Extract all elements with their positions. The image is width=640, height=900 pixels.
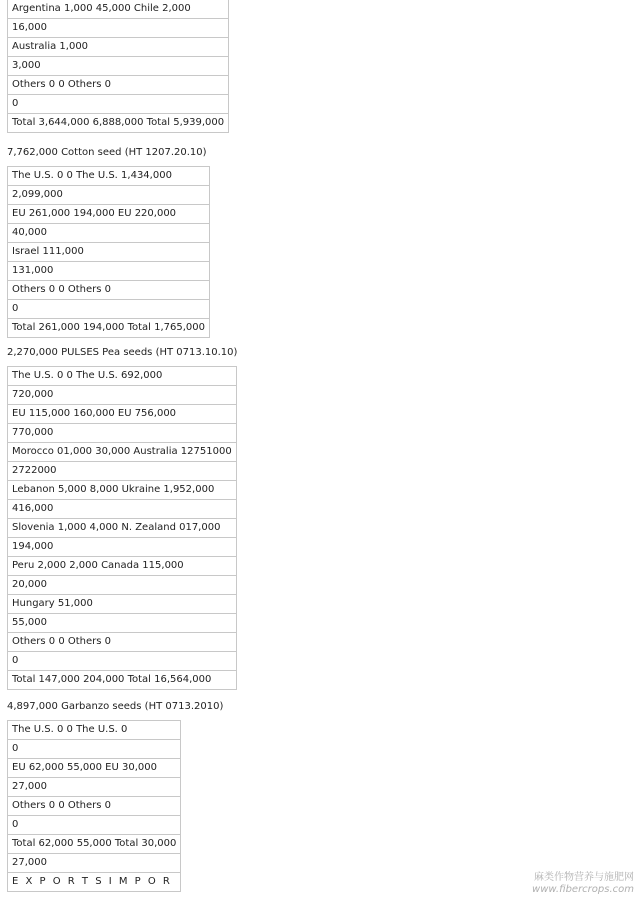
table-cell: Australia 1,000 [8, 38, 229, 57]
table-cell: Total 62,000 55,000 Total 30,000 [8, 835, 181, 854]
table-garbanzo-seeds [7, 720, 181, 892]
table-cell: The U.S. 0 0 The U.S. 1,434,000 [8, 167, 210, 186]
table-row [8, 721, 181, 740]
table-cell: 27,000 [8, 854, 181, 873]
data-table [7, 720, 181, 892]
table-cell: Argentina 1,000 45,000 Chile 2,000 [8, 0, 229, 19]
data-table [7, 166, 210, 338]
table-row [8, 281, 210, 300]
table-row [8, 38, 229, 57]
table-row [8, 500, 237, 519]
watermark-chinese-text: 麻类作物营养与施肥网 [534, 872, 634, 883]
table-row [8, 114, 229, 133]
table-row [8, 262, 210, 281]
table-cell: 131,000 [8, 262, 210, 281]
table-cell: 3,000 [8, 57, 229, 76]
table-cell: 16,000 [8, 19, 229, 38]
table-row [8, 652, 237, 671]
table-row [8, 367, 237, 386]
table-cell: Others 0 0 Others 0 [8, 281, 210, 300]
table-cell: The U.S. 0 0 The U.S. 692,000 [8, 367, 237, 386]
table-row [8, 835, 181, 854]
table-cell: 0 [8, 740, 181, 759]
table-row [8, 19, 229, 38]
table-row [8, 633, 237, 652]
table-row [8, 740, 181, 759]
table-cell: Lebanon 5,000 8,000 Ukraine 1,952,000 [8, 481, 237, 500]
table-row [8, 205, 210, 224]
table-row [8, 167, 210, 186]
table-cell: 416,000 [8, 500, 237, 519]
table-row [8, 797, 181, 816]
table-cell: 2,099,000 [8, 186, 210, 205]
table-cell: Others 0 0 Others 0 [8, 633, 237, 652]
table-row [8, 76, 229, 95]
site-watermark [532, 872, 634, 896]
table-cell: 0 [8, 816, 181, 835]
table-cell: 20,000 [8, 576, 237, 595]
table-row [8, 481, 237, 500]
table-cell: 770,000 [8, 424, 237, 443]
table-cell: 0 [8, 652, 237, 671]
table-cell: 27,000 [8, 778, 181, 797]
table-cell: Slovenia 1,000 4,000 N. Zealand 017,000 [8, 519, 237, 538]
table-cell: Israel 111,000 [8, 243, 210, 262]
table-cell: 720,000 [8, 386, 237, 405]
data-table [7, 0, 229, 133]
table-cell: EU 62,000 55,000 EU 30,000 [8, 759, 181, 778]
table-row [8, 57, 229, 76]
table-cell: Others 0 0 Others 0 [8, 76, 229, 95]
table-cell: 0 [8, 300, 210, 319]
table-cell: 194,000 [8, 538, 237, 557]
table-cell: 0 [8, 95, 229, 114]
table-row [8, 873, 181, 892]
table-row [8, 595, 237, 614]
table-cell: 55,000 [8, 614, 237, 633]
table-row [8, 778, 181, 797]
table-cell: EU 261,000 194,000 EU 220,000 [8, 205, 210, 224]
table-row [8, 816, 181, 835]
table-cell: EU 115,000 160,000 EU 756,000 [8, 405, 237, 424]
table-row [8, 671, 237, 690]
table-cell: The U.S. 0 0 The U.S. 0 [8, 721, 181, 740]
table-row [8, 759, 181, 778]
table-row [8, 95, 229, 114]
table-cell: 2722000 [8, 462, 237, 481]
table-row [8, 557, 237, 576]
table-row [8, 405, 237, 424]
table-row [8, 854, 181, 873]
table-row [8, 424, 237, 443]
table-row [8, 300, 210, 319]
table-row [8, 224, 210, 243]
section-heading-garbanzo-seeds: 4,897,000 Garbanzo seeds (HT 0713.2010) [7, 701, 224, 712]
watermark-url: www.fibercrops.com [532, 884, 634, 895]
section-heading-cotton-seed: 7,762,000 Cotton seed (HT 1207.20.10) [7, 147, 207, 158]
table-cell: Hungary 51,000 [8, 595, 237, 614]
table-pea-seeds [7, 366, 237, 690]
table-cell: Morocco 01,000 30,000 Australia 12751000 [8, 443, 237, 462]
table-row [8, 519, 237, 538]
table-cell: Total 3,644,000 6,888,000 Total 5,939,000 [8, 114, 229, 133]
table-cell: Others 0 0 Others 0 [8, 797, 181, 816]
table-row [8, 319, 210, 338]
table-cell: 40,000 [8, 224, 210, 243]
table-row [8, 538, 237, 557]
table-row [8, 576, 237, 595]
table-row [8, 243, 210, 262]
table-cell: Total 261,000 194,000 Total 1,765,000 [8, 319, 210, 338]
table-row [8, 462, 237, 481]
table-row [8, 443, 237, 462]
table-row [8, 614, 237, 633]
table-row [8, 386, 237, 405]
section-heading-pea-seeds: 2,270,000 PULSES Pea seeds (HT 0713.10.10) [7, 347, 238, 358]
table-row [8, 0, 229, 19]
table-cell: Peru 2,000 2,000 Canada 115,000 [8, 557, 237, 576]
table-cell: E X P O R T S I M P O R [8, 873, 181, 892]
table-cotton-seed [7, 166, 210, 338]
table-argentina-chile [7, 0, 229, 133]
table-row [8, 186, 210, 205]
table-cell: Total 147,000 204,000 Total 16,564,000 [8, 671, 237, 690]
data-table [7, 366, 237, 690]
